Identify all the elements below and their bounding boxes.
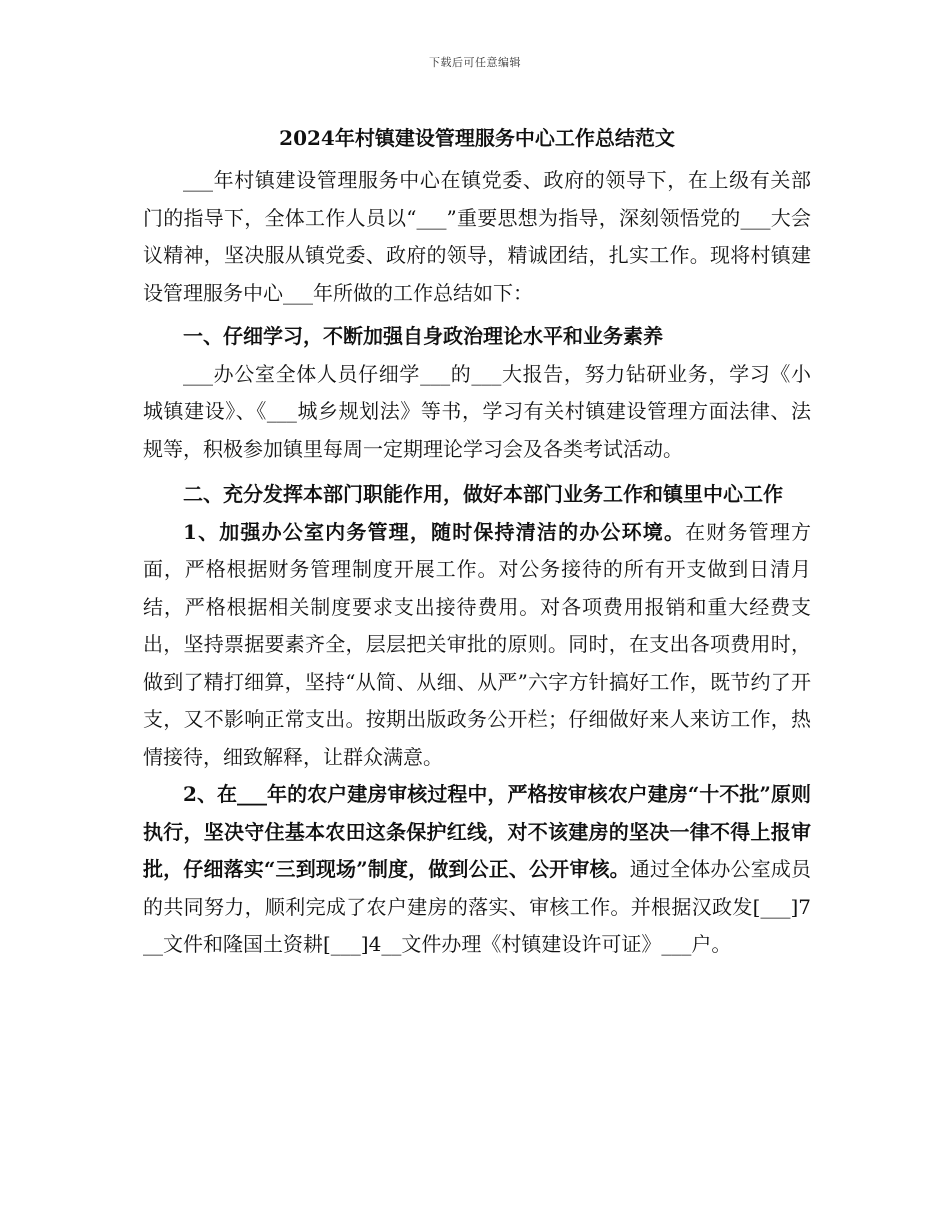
- page-header: 下载后可任意编辑: [429, 56, 521, 69]
- item-1-paragraph: [143, 514, 811, 777]
- document-title: 2024年村镇建设管理服务中心工作总结范文: [279, 126, 675, 150]
- section-1-paragraph: ___办公室全体人员仔细学___的___大报告，努力钻研业务，学习《小城镇建设》、《___城乡规划法》等书，学习有关村镇建设管理方面法律、法规等，积极参加镇里每周一定期理论学习会及各类考试活动。: [143, 361, 811, 461]
- section-2-heading: 二、充分发挥本部门职能作用，做好本部门业务工作和镇里中心工作: [183, 482, 783, 506]
- item-1-body: 在财务管理方面，严格根据财务管理制度开展工作。对公务接待的所有开支做到日清月结，严格根据相关制度要求支出接待费用。对各项费用报销和重大经费支出，坚持票据要素齐全，层层把关审批的原则。同时，在支出各项费用时，做到了精打细算，坚持“从简、从细、从严”六字方针搞好工作，既节约了开支，又不影响正常支出。按期出版政务公开栏；仔细做好来人来访工作，热情接待，细致解释，让群众满意。: [143, 519, 812, 769]
- intro-paragraph: ___年村镇建设管理服务中心在镇党委、政府的领导下，在上级有关部门的指导下，全体工作人员以“___”重要思想为指导，深刻领悟党的___大会议精神，坚决服从镇党委、政府的领导，精诚团结，扎实工作。现将村镇建设管理服务中心___年所做的工作总结如下：: [143, 168, 811, 305]
- section-1-heading: 一、仔细学习，不断加强自身政治理论水平和业务素养: [183, 324, 663, 348]
- item-1-lead: 1、加强办公室内务管理，随时保持清洁的办公环境。: [183, 519, 686, 544]
- item-2-lead: 2、在___年的农户建房审核过程中，严格按审核农户建房“十不批”原则执行，坚决守住基本农田这条保护红线，对不该建房的坚决一律不得上报审批，仔细落实“三到现场”制度，做到公正、公开审核。: [143, 782, 811, 881]
- item-2-body: 通过全体办公室成员的共同努力，顺利完成了农户建房的落实、审核工作。并根据汉政发[___]7__文件和隆国土资耕[___]4__文件办理《村镇建设许可证》___户。: [143, 857, 812, 956]
- document-body: [143, 120, 811, 964]
- item-2-paragraph: [143, 776, 811, 964]
